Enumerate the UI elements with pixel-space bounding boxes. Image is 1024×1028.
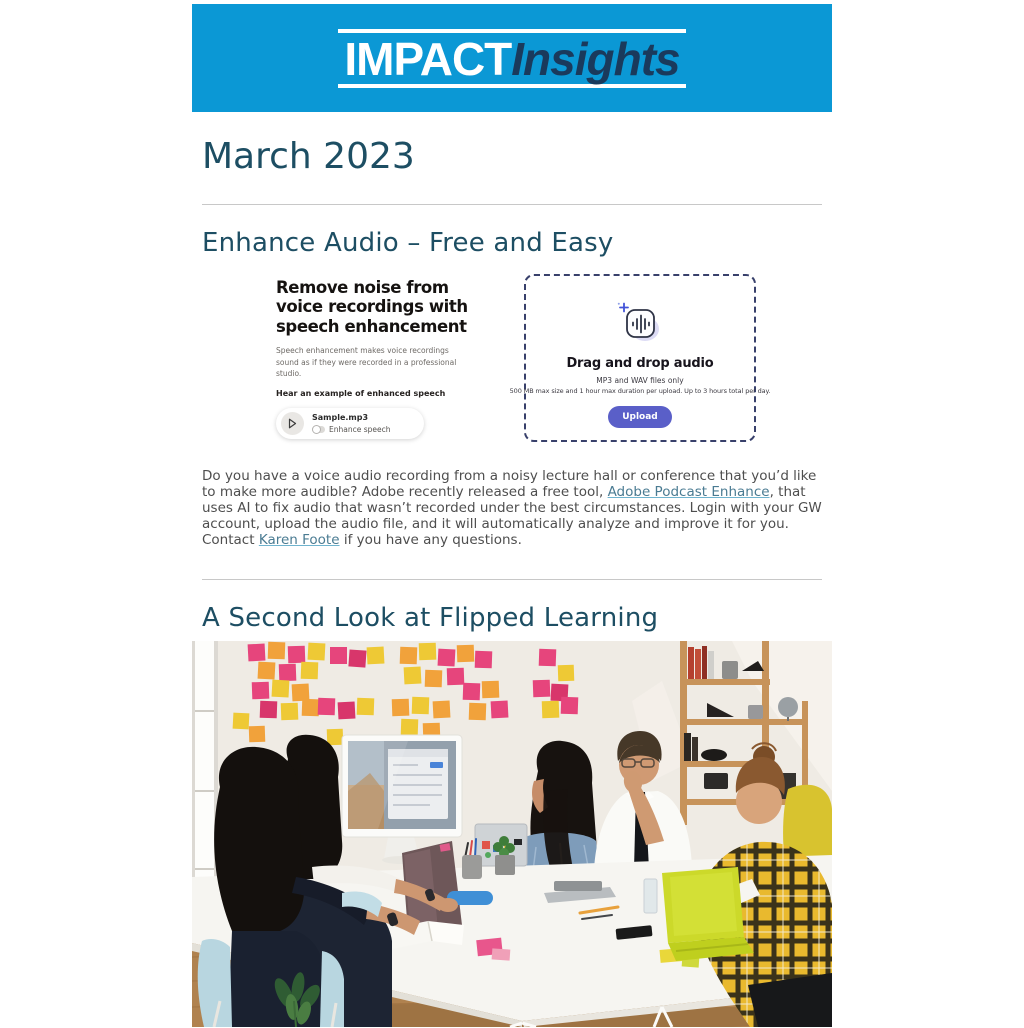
- flipped-learning-photo: [192, 641, 832, 1027]
- enhance-speech-toggle[interactable]: [312, 426, 325, 433]
- adobe-speech-enhancement-image: [260, 274, 484, 439]
- upload-button[interactable]: Upload: [608, 406, 672, 428]
- sample-audio-player: [276, 408, 424, 439]
- promo-example-label: Hear an example of enhanced speech: [276, 388, 446, 398]
- play-icon[interactable]: [281, 412, 304, 435]
- paragraph-text: Do you have a voice audio recording from a noisy lecture hall or conference that you’d like to make more audible? Adobe recently released a free tool,: [202, 468, 817, 500]
- enhance-audio-paragraph: [202, 468, 822, 548]
- paragraph-text: if you have any questions.: [339, 532, 522, 548]
- divider: [202, 204, 822, 205]
- promo-headline: Remove noise from voice recordings with speech enhancement: [276, 278, 468, 336]
- dropzone-file-types: MP3 and WAV files only: [596, 376, 684, 385]
- dropzone-limits: 500 MB max size and 1 hour max duration per upload. Up to 3 hours total per day.: [509, 387, 771, 395]
- enhance-speech-label: Enhance speech: [329, 424, 391, 434]
- promo-description: Speech enhancement makes voice recordings sound as if they were recorded in a professional studio.: [276, 345, 457, 379]
- dropzone-title: Drag and drop audio: [566, 356, 714, 371]
- paragraph-text: , that uses AI to fix audio that wasn’t recorded under the best circumstances. Login with your GW account, upload the audio file, and it will automatically analyze and improve it for you. Contact: [202, 484, 822, 548]
- divider: [202, 579, 822, 580]
- newsletter-body: [192, 136, 832, 1027]
- audio-waveform-plus-icon: [617, 302, 663, 346]
- impact-insights-logo: [338, 29, 685, 88]
- adobe-podcast-enhance-link[interactable]: Adobe Podcast Enhance: [607, 484, 770, 500]
- newsletter-header-banner: [192, 4, 832, 112]
- enhance-audio-images-row: [260, 274, 832, 442]
- toggle-knob: [312, 425, 321, 434]
- section-heading-flipped-learning: A Second Look at Flipped Learning: [202, 603, 659, 633]
- player-meta: [312, 413, 391, 434]
- drag-drop-audio-image: [509, 274, 771, 442]
- logo-impact-text: IMPACT: [344, 32, 512, 85]
- email-newsletter: [0, 4, 1024, 1027]
- enhance-speech-row: [312, 425, 391, 434]
- section-heading-enhance-audio: Enhance Audio – Free and Easy: [202, 228, 614, 258]
- logo-insights-text: Insights: [511, 32, 680, 85]
- karen-foote-link[interactable]: Karen Foote: [258, 532, 340, 548]
- sample-file-name: Sample.mp3: [312, 412, 369, 422]
- issue-title: March 2023: [202, 136, 415, 177]
